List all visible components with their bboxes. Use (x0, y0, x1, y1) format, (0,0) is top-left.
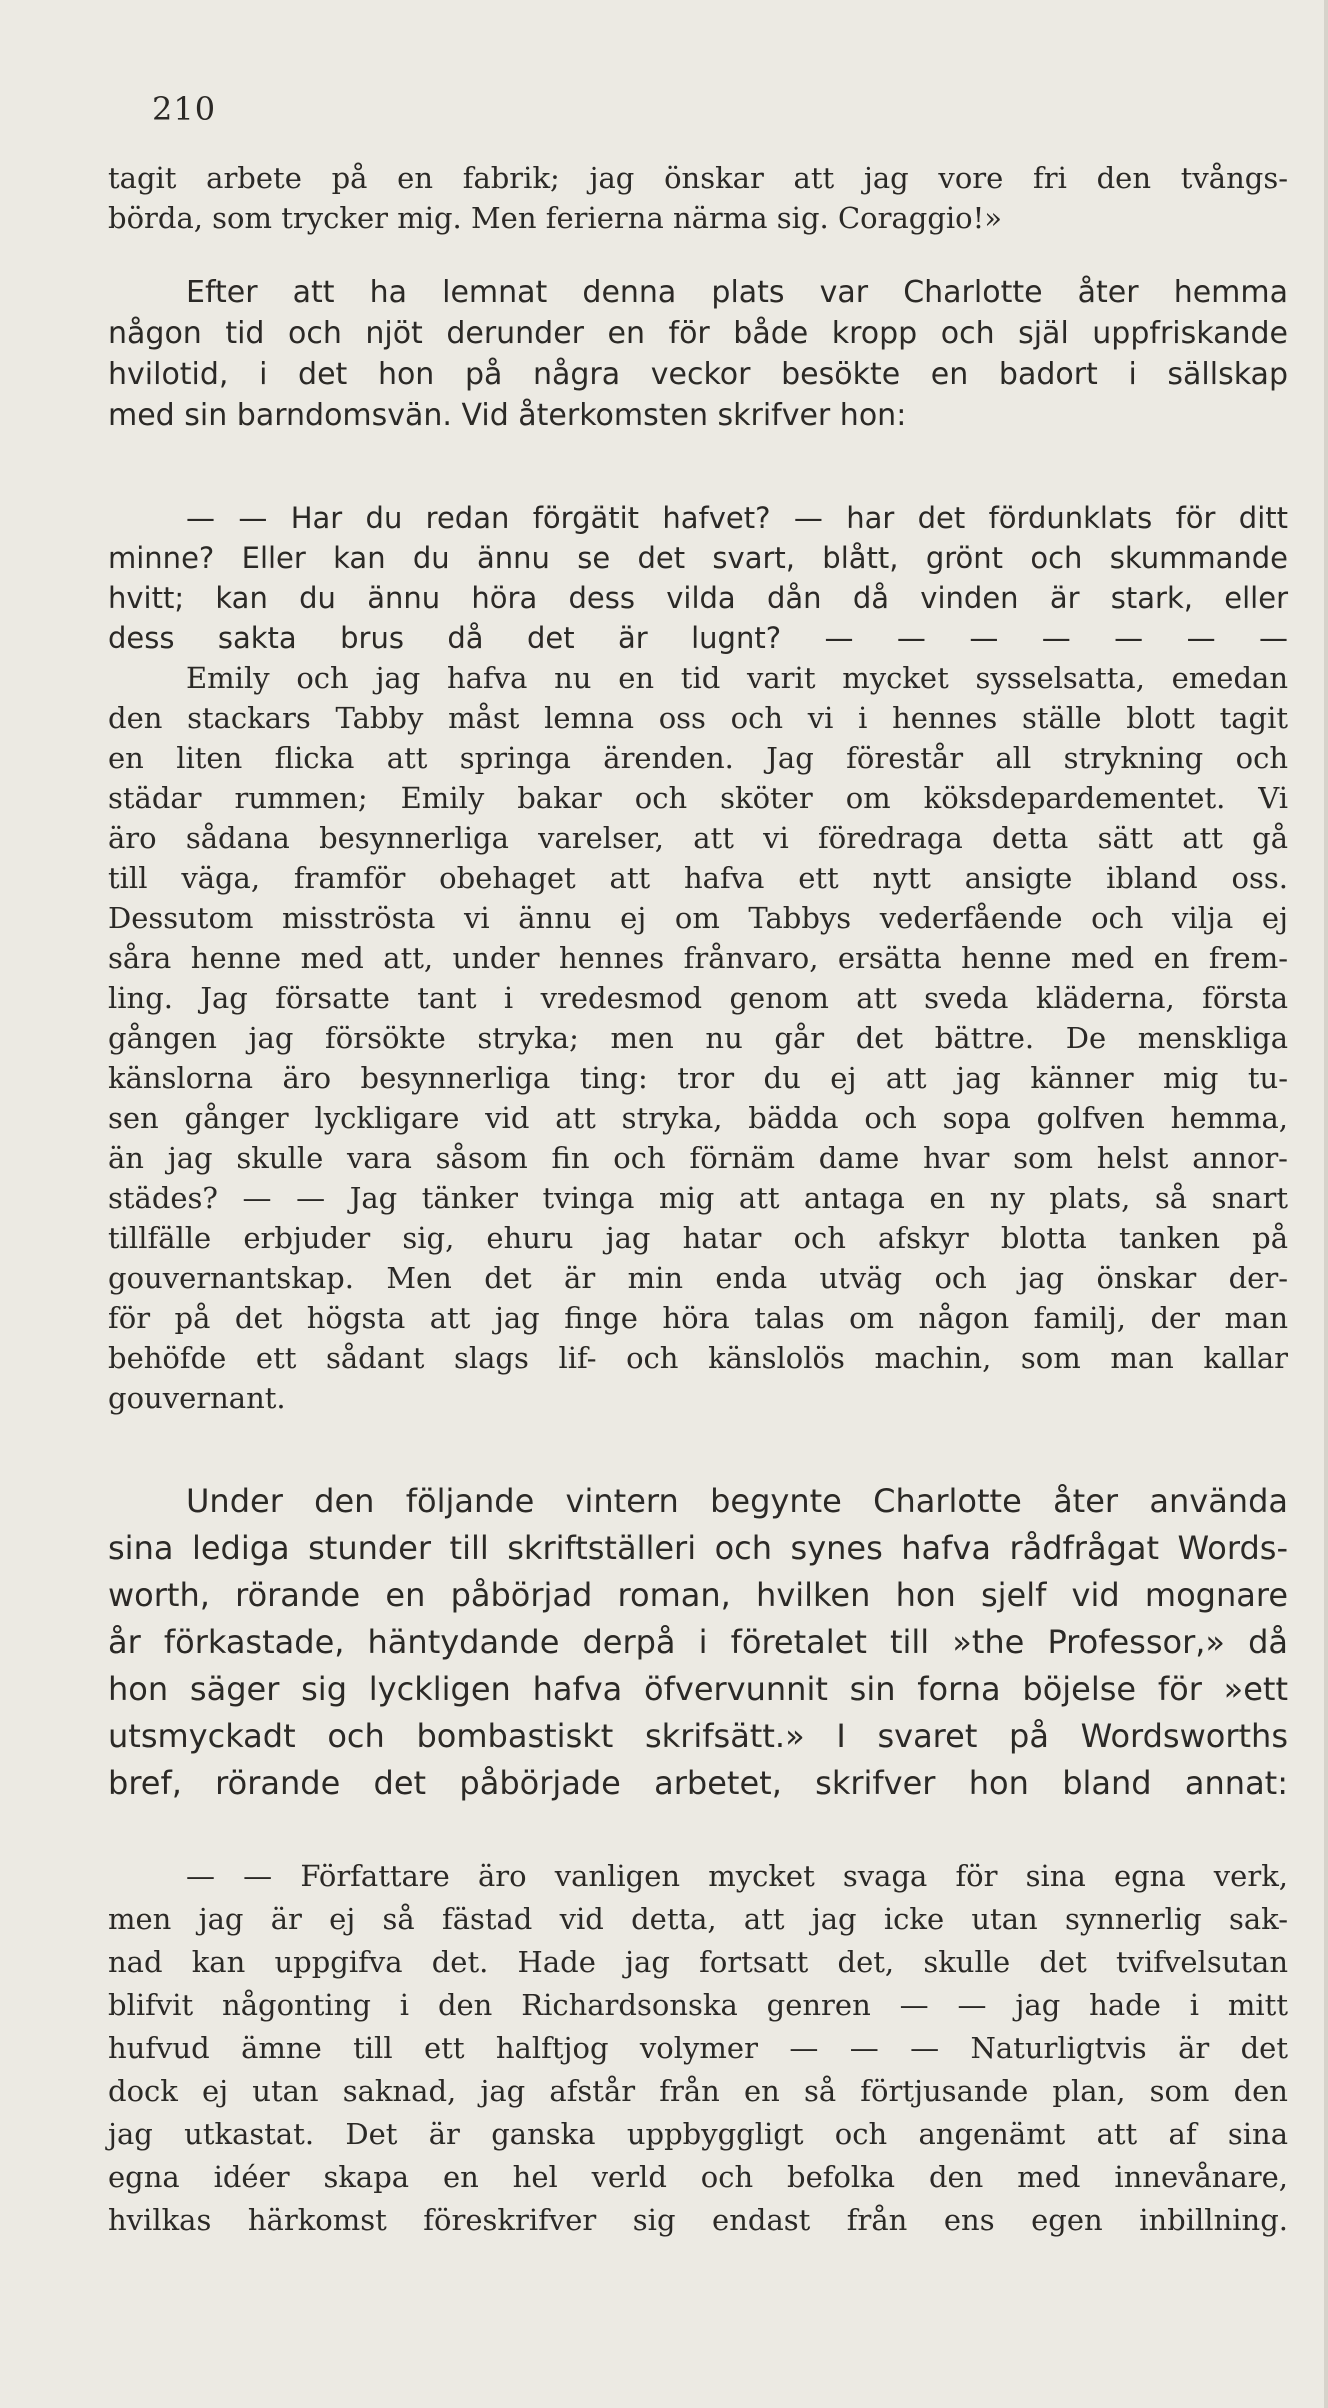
paragraph-4 (108, 658, 1288, 1418)
text-line: städes? — — Jag tänker tvinga mig att antaga en ny plats, så snart (108, 1181, 1288, 1215)
text-line: hvilkas härkomst föreskrifver sig endast från ens egen inbillning. (108, 2203, 1288, 2237)
text-line: en liten flicka att springa ärenden. Jag förestår all strykning och (108, 741, 1288, 775)
page-number: 210 (152, 90, 217, 128)
text-line: med sin barndomsvän. Vid återkomsten skrifver hon: (108, 398, 907, 433)
text-line: hvilotid, i det hon på några veckor besökte en badort i sällskap (108, 357, 1288, 392)
text-line: blifvit någonting i den Richardsonska genren — — jag hade i mitt (108, 1988, 1288, 2022)
text-line: Efter att ha lemnat denna plats var Charlotte åter hemma (186, 275, 1288, 310)
paragraph-1 (108, 158, 1288, 238)
text-line: egna idéer skapa en hel verld och befolka den med innevånare, (108, 2160, 1288, 2194)
text-line: worth, rörande en påbörjad roman, hvilken hon sjelf vid mognare (108, 1576, 1288, 1614)
text-line: gouvernantskap. Men det är min enda utväg och jag önskar der- (108, 1261, 1288, 1295)
text-line: — — Författare äro vanligen mycket svaga för sina egna verk, (186, 1859, 1288, 1893)
paragraph-6 (108, 1855, 1288, 2242)
text-line: år förkastade, häntydande derpå i företalet till »the Professor,» då (108, 1623, 1288, 1661)
text-line: — — Har du redan förgätit hafvet? — har det fördunklats för ditt (186, 501, 1288, 535)
text-line: hvitt; kan du ännu höra dess vilda dån då vinden är stark, eller (108, 581, 1288, 615)
text-line: tillfälle erbjuder sig, ehuru jag hatar och afskyr blotta tanken på (108, 1221, 1288, 1255)
text-line: dock ej utan saknad, jag afstår från en så förtjusande plan, som den (108, 2074, 1288, 2108)
paragraph-2 (108, 272, 1288, 436)
text-line: börda, som trycker mig. Men ferierna närma sig. Coraggio!» (108, 201, 1003, 235)
text-line: utsmyckadt och bombastiskt skrifsätt.» I svaret på Wordsworths (108, 1717, 1288, 1755)
text-line: Under den följande vintern begynte Charlotte åter använda (186, 1482, 1288, 1520)
text-line: hufvud ämne till ett halftjog volymer — — — Naturligtvis är det (108, 2031, 1288, 2065)
text-line: för på det högsta att jag finge höra talas om någon familj, der man (108, 1301, 1288, 1335)
text-line: än jag skulle vara såsom fin och förnäm dame hvar som helst annor- (108, 1141, 1288, 1175)
text-line: såra henne med att, under hennes frånvaro, ersätta henne med en frem- (108, 941, 1288, 975)
text-line: minne? Eller kan du ännu se det svart, blått, grönt och skummande (108, 541, 1288, 575)
text-line: sen gånger lyckligare vid att stryka, bädda och sopa golfven hemma, (108, 1101, 1288, 1135)
text-line: bref, rörande det påbörjade arbetet, skrifver hon bland annat: (108, 1764, 1288, 1802)
text-line: städar rummen; Emily bakar och sköter om köksdepardementet. Vi (108, 781, 1288, 815)
text-line: dess sakta brus då det är lugnt? — — — — — — — (108, 621, 1288, 655)
page-edge (1324, 0, 1328, 2408)
text-line: ling. Jag försatte tant i vredesmod genom att sveda kläderna, första (108, 981, 1288, 1015)
text-line: jag utkastat. Det är ganska uppbyggligt och angenämt att af sina (108, 2117, 1288, 2151)
text-line: känslorna äro besynnerliga ting: tror du ej att jag känner mig tu- (108, 1061, 1288, 1095)
text-line: Dessutom misströsta vi ännu ej om Tabbys vederfående och vilja ej (108, 901, 1288, 935)
text-line: tagit arbete på en fabrik; jag önskar att jag vore fri den tvångs- (108, 161, 1288, 195)
text-line: behöfde ett sådant slags lif- och känslolös machin, som man kallar (108, 1341, 1288, 1375)
text-line: nad kan uppgifva det. Hade jag fortsatt det, skulle det tvifvelsutan (108, 1945, 1288, 1979)
paragraph-3 (108, 498, 1288, 658)
text-line: till väga, framför obehaget att hafva ett nytt ansigte ibland oss. (108, 861, 1288, 895)
text-line: gången jag försökte stryka; men nu går det bättre. De menskliga (108, 1021, 1288, 1055)
text-line: Emily och jag hafva nu en tid varit mycket sysselsatta, emedan (186, 661, 1288, 695)
text-line: sina lediga stunder till skriftställeri och synes hafva rådfrågat Words- (108, 1529, 1288, 1567)
text-line: hon säger sig lyckligen hafva öfvervunnit sin forna böjelse för »ett (108, 1670, 1288, 1708)
text-line: äro sådana besynnerliga varelser, att vi föredraga detta sätt att gå (108, 821, 1288, 855)
text-line: men jag är ej så fästad vid detta, att jag icke utan synnerlig sak- (108, 1902, 1288, 1936)
text-line: gouvernant. (108, 1381, 286, 1415)
paragraph-5 (108, 1478, 1288, 1807)
text-line: den stackars Tabby måst lemna oss och vi i hennes ställe blott tagit (108, 701, 1288, 735)
text-line: någon tid och njöt derunder en för både kropp och själ uppfriskande (108, 316, 1288, 351)
